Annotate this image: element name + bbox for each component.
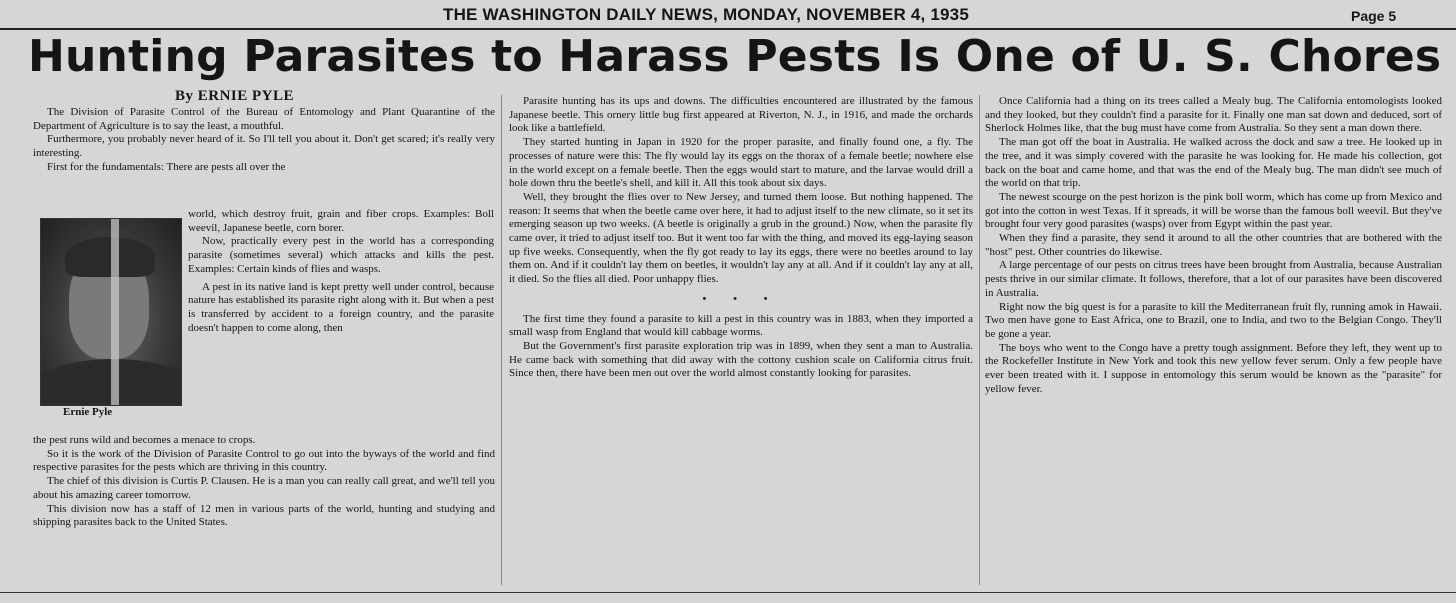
paragraph: So it is the work of the Division of Parasite Control to go out into the byways of the world and find respective parasites for the pests which are thriving in this country.: [33, 447, 495, 474]
photo-scratch: [111, 219, 119, 405]
paragraph: A large percentage of our pests on citrus trees have been brought from Australia, because Australian pests thrive in our similar climate. It follows, therefore, that a lot of our parasites have been discovered in Australia.: [985, 259, 1442, 299]
bottom-rule: [0, 592, 1456, 593]
column-2: [509, 95, 973, 585]
photo-hair: [65, 237, 155, 277]
masthead: [0, 0, 1456, 30]
paragraph: First for the fundamentals: There are pests all over the: [47, 160, 286, 173]
photo-caption: Ernie Pyle: [63, 406, 113, 418]
headline: Hunting Parasites to Harass Pests Is One of U. S. Chores: [28, 31, 1442, 82]
paragraph: The first time they found a parasite to kill a pest in this country was in 1883, when they imported a small wasp from England that would kill cabbage worms.: [509, 312, 973, 339]
byline: By ERNIE PYLE: [175, 88, 295, 104]
paragraph: Right now the big quest is for a parasite to kill the Mediterranean fruit fly, running amok in Hawaii. Two men have gone to East Africa, one to Brazil, one to India, and two to the Belgian Congo. They'll be gone a year.: [985, 300, 1442, 340]
masthead-title: THE WASHINGTON DAILY NEWS, MONDAY, NOVEMBER 4, 1935: [443, 5, 969, 24]
paragraph: They started hunting in Japan in 1920 for the proper parasite, and finally found one, a fly. The processes of nature were this: The fly would lay its eggs on the thorax of a female beetle; nowhere else in the world except on a female beetle. Then the eggs would start to mature, and the larvae would drill a hole down thru the beetle's shell, and kill it. All this took about six days.: [509, 136, 973, 190]
column-1-bottom: [33, 434, 495, 584]
column-1-beside-photo: [188, 208, 494, 440]
paragraph: The newest scourge on the pest horizon is the pink boll worm, which has come up from Mexico and got into the cotton in west Texas. If it spreads, it will be worse than the famous boll weevil. But they've brought four very good parasites (wasps) over from Egypt within the past year.: [985, 190, 1442, 231]
paragraph: Well, they brought the flies over to New Jersey, and turned them loose. But nothing happened. The reason: It seems that when the beetle came over here, it had to adjust itself to the new climate, so it set its emerging season up two weeks. (A beetle is originally a grub in the ground.) Now, when the parasite fly came over, it tried to adjust itself too. But it went too far with the thing, and moved its egg-laying season up five weeks. Consequently, when the fly got ready to lay its eggs, there were no beetles around to lay them on. And if it couldn't lay them on beetles, it wouldn't lay any at all. And if it couldn't lay any at all, it died. So the flies all died. Poor unhappy flies.: [509, 190, 973, 286]
column-divider: [979, 95, 980, 585]
paragraph: Parasite hunting has its ups and downs. The difficulties encountered are illustrated by the famous Japanese beetle. This ornery little bug first appeared at Riverton, N. J., in 1916, and made the orchards look like a battlefield.: [509, 95, 973, 135]
paragraph: The boys who went to the Congo have a pretty tough assignment. Before they left, they went up to the Rockefeller Institute in New York and took this new yellow fever serum. Only a few people have ever been treated with it. I suppose in entomology this serum would be known as the "parasite" for yellow fever.: [985, 341, 1442, 395]
section-break: • • •: [702, 292, 780, 305]
paragraph: The man got off the boat in Australia. He walked across the dock and saw a tree. He looked up in the tree, and it was simply covered with the parasite he was looking for. He made his collection, got back on the boat and came home, and that was the end of the Mealy bug. The man didn't see much of the world on that trip.: [985, 136, 1442, 190]
paragraph: The Division of Parasite Control of the Bureau of Entomology and Plant Quarantine of the Department of Agriculture is to say the least, a mouthful.: [33, 106, 495, 132]
column-3: [985, 95, 1442, 585]
paragraph: This division now has a staff of 12 men in various parts of the world, hunting and studying and shipping parasites back to the United States.: [33, 502, 495, 529]
paragraph: A pest in its native land is kept pretty well under control, because nature has established its parasite right along with it. But when a pest is transferred by accident to a foreign country, and the parasite doesn't happen to come along, then: [188, 280, 494, 334]
paragraph: Furthermore, you probably never heard of it. So I'll tell you about it. Don't get scared; it's really very interesting.: [33, 133, 495, 160]
paragraph: But the Government's first parasite exploration trip was in 1899, when they sent a man to Australia. He came back with something that did away with the cottony cushion scale on California citrus fruit. Since then, there have been men out over the world almost constantly looking for parasites.: [509, 339, 973, 380]
column-divider: [501, 95, 502, 585]
paragraph: Once California had a thing on its trees called a Mealy bug. The California entomologists looked and they looked, but they couldn't find a parasite for it. Finally one man sat down and deduced, sort of Sherlock Holmes like, that the bug must have come from Australia. So they sent a man down there.: [985, 95, 1442, 135]
paragraph: The chief of this division is Curtis P. Clausen. He is a man you can really call great, and we'll tell you about his amazing career tomorrow.: [33, 475, 495, 501]
page-number: Page 5: [1351, 8, 1397, 24]
author-photo: [40, 218, 182, 406]
paragraph: When they find a parasite, they send it around to all the other countries that are bothered with the "host" pest. Other countries do likewise.: [985, 232, 1442, 258]
paragraph: Now, practically every pest in the world has a corresponding parasite (sometimes several) which attacks and kills the pest. Examples: Certain kinds of flies and wasps.: [188, 235, 494, 275]
paragraph: world, which destroy fruit, grain and fiber crops. Examples: Boll weevil, Japanese beetle, corn borer.: [188, 208, 494, 234]
paragraph: the pest runs wild and becomes a menace to crops.: [33, 434, 256, 446]
column-1-top: [33, 106, 495, 202]
